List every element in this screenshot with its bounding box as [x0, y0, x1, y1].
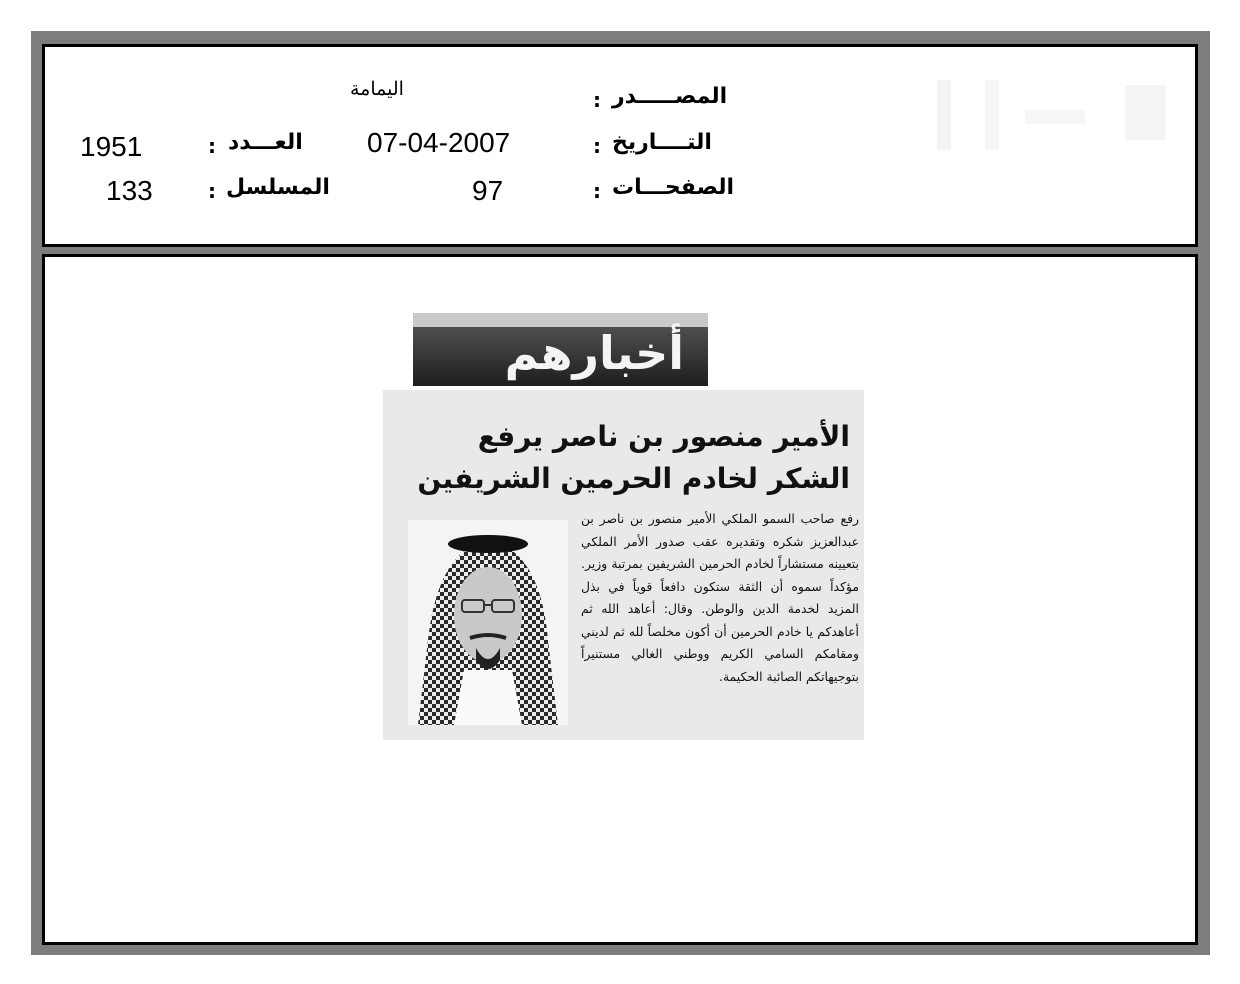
date-label: التــــاريخ: [612, 130, 712, 155]
pages-value: 97: [472, 175, 504, 206]
serial-colon: :: [208, 179, 216, 203]
date-colon: :: [593, 134, 601, 158]
serial-label: المسلسل: [226, 175, 330, 200]
banner-title: أخبارهم: [504, 326, 684, 380]
issue-colon: :: [208, 134, 216, 158]
serial-value: 133: [106, 175, 153, 206]
news-clipping: [383, 390, 864, 740]
portrait-photo-icon: [408, 520, 568, 725]
headline-line-1: الأمير منصور بن ناصر يرفع: [477, 420, 850, 453]
pages-colon: :: [593, 179, 601, 203]
pages-label: الصفحـــات: [612, 175, 735, 200]
article-body: رفع صاحب السمو الملكي الأمير منصور بن ناصر بن عبدالعزيز شكره وتقديره عقب صدور الأمر الملكي بتعيينه مستشاراً لخادم الحرمين الشريفين بمرتبة وزير. مؤكداً سموه أن الثقة ستكون دافعاً قوياً في بذل المزيد لخدمة الدين والوطن. وقال: أعاهد الله ثم أعاهدكم يا خادم الحرمين أن أكون مخلصاً لله ثم لديني ومقامكم السامي الكريم ووطني الغالي مستنيراً بتوجيهاتكم الصائبة الحكيمة.: [581, 511, 859, 684]
watermark-logo: [925, 70, 1175, 160]
source-label: المصـــــدر: [612, 84, 728, 109]
banner-top-bar: [413, 313, 708, 327]
issue-value: 1951: [80, 131, 143, 162]
issue-label: العـــدد: [228, 130, 303, 155]
section-banner: [413, 313, 708, 386]
source-value: اليمامة: [350, 78, 404, 100]
date-value: 07-04-2007: [367, 127, 511, 158]
headline-line-2: الشكر لخادم الحرمين الشريفين: [417, 462, 850, 495]
source-colon: :: [593, 88, 601, 112]
